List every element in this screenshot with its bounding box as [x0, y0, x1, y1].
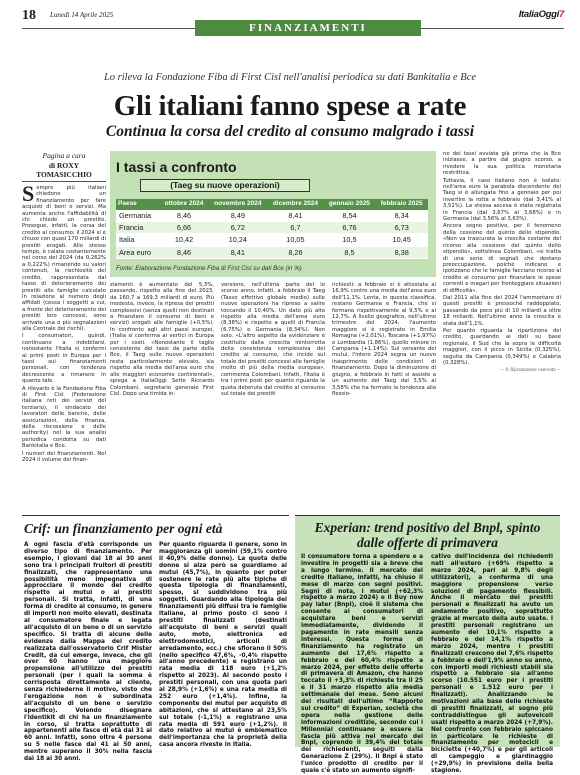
rates-table: [116, 199, 428, 259]
article-paragraph: A rilevarlo è la Fondazione Fiba di First Cisl (Federazione italiana reti dei servizi del terziario), il sindacato dei lavoratori delle banche, delle assicurazioni, della finanza, della riscossione e delle authority) nel la sua analisi periodica condotta su dati Bankitalia e Bce.: [22, 385, 106, 450]
masthead-number: 7: [559, 9, 564, 20]
column-header: Paese: [116, 199, 160, 210]
rate-cell: 10,45: [375, 234, 428, 246]
rate-cell: 6,72: [208, 221, 267, 233]
rate-cell: 6,76: [324, 221, 376, 233]
rates-source-note: Fonte: Elaborazione Fondazione Fiba di First Cisl su dati Bce (in %): [116, 265, 302, 272]
article-headline: Gli italiani fanno spese a rate: [113, 90, 467, 122]
column-header: febbraio 2025: [375, 199, 428, 210]
rate-cell: 8,5: [324, 246, 376, 258]
column-header: dicembre 2024: [267, 199, 323, 210]
article-paragraph: I consumatori, quindi, continuano a indebitarsi, nonostante l'Italia si confermi ai primi posti in Europa per i tassi sui finanziamenti personali, con tendenza decrescente a rimanere in quanto tale.: [22, 333, 106, 385]
table-row: [116, 246, 428, 258]
rate-cell: 6,66: [160, 221, 209, 233]
article-paragraph: Dal 2011 alla fine del 2024 l'ammontare di questi prestiti è pressoché raddoppiato, passando da poco più di 10 miliardi a oltre 18 miliardi. Nell'ultimo anno la crescita è stata dell'1,1%.: [443, 294, 561, 327]
article-column-4: [332, 282, 436, 504]
article-column-3: [221, 282, 325, 504]
copyright-note: — © Riproduzione riservata —: [499, 367, 561, 373]
rate-cell: 10,24: [208, 234, 267, 246]
byline-author: di ROXY TOMASICCHIO: [22, 161, 106, 182]
rate-cell: 6,7: [267, 221, 323, 233]
article-paragraph: ziamenti è aumentato del 5,3%, passando, rispetto alla fine del 2023, da 160,7 a 169,3 miliardi di euro. Più modesta, invece, la ripresa dei prestiti complessivi (senza quelli non destinati a finanziare il consumo di beni e servizi) erogati alle famiglie (+0,5%). In confronto agli altri paesi europei, l'Italia si conferma ai vertici in Europa per i costi. «Nonostante il taglio consistente dei tassi da parte della Bce, il Taeg sulle nuove operazioni resta particolarmente elevato, sia rispetto alla media dell'area euro che alle maggiori economie continentali», spiega a ItaliaOggi Sette Riccardo Colombani, segretario generale First Cisl. Dopo una timida in-: [110, 282, 214, 397]
crif-column-1: A ogni fascia d'età corrisponde un diverso tipo di finanziamento. Per esempio, i giovani dai 18 ai 30 anni sono tra i principali fruitori di prestiti finalizzati, che rappresentano una possibilità meno impegnativa di approcciare il mondo del credito rispetto ai mutui o ai prestiti personali. Si tratta, infatti, di una forma di credito al consumo, in genere di importi non molto elevati, destinata al consumatore finale e legata all'acquisto di un bene o di un servizio specifico. Si tratta di alcune delle evidenze dalla Mappa del credito realizzata dall'osservatorio Crif Mister Credit, da cui emerge, invece, che gli over 60 hanno una maggiore propensione all'utilizzo dei prestiti personali (per i quali la somma è corrisposta direttamente al cliente, senza richiederne il motivo, visto che l'erogazione non è subordinata all'acquisto di un bene o servizio specifico). Volendo disegnare l'identikit di chi ha un finanziamento in corso, si tratta soprattutto di appartenenti alle fasce di età dai 31 ai 60 anni. Infatti, sono oltre 4 persone su 5 nelle fasce dai 41 ai 50 anni, mentre superano il 30% nella fascia dai 18 ai 30 anni.: [24, 542, 152, 763]
page-number: 18: [22, 8, 36, 23]
article-kicker: Lo rileva la Fondazione Fiba di First Cisl nell'analisi periodica su dati Bankitalia e Bce: [103, 72, 477, 83]
rate-cell: 8,41: [208, 246, 267, 258]
article-paragraph: I numeri dei finanziamenti. Nel 2024 il volume dei finan-: [22, 450, 106, 464]
rate-cell: 8,46: [160, 246, 209, 258]
article-column-2: [110, 282, 214, 504]
article-paragraph: Sempre più italiani chiedono un finanziamento per fare acquisti di beni o servizi. Ma aumenta anche l'affidabilità di chi chiede un prestito. Prosegue, infatti, la corsa del credito al consumo: il 2024 si è chiuso con quasi 170 miliardi di prestiti erogati. Allo stesso tempo, è calata costantemente nel corso del 2024 (da 0,262% a 0,222%) rimanendo su valori contenuti, la rischiosità del credito, rappresentata dal tasso di deterioramento dei prestiti alle famiglie calcolato in relazione al numero degli affidati (cessa i soggetti a cui, a fronte del deterioramento dei prestiti loro concessi, sono arrivate una o più segnalazioni alla Centrale dei rischi).: [22, 181, 106, 332]
crif-headline: Crif: un finanziamento per ogni età: [24, 521, 223, 536]
masthead-logo: [519, 9, 564, 20]
article-paragraph: Ancora segno positivo, per il fenomeno della cessione del quinto dello stipendio. «Non va trascurata la crescita costante del ricorso alla cessione del quinto dello stipendio», sottolinea Colombani, «si tratta di una serie di segnali che destano preoccupazione, poiché indicano e ipotizzano che le famiglie facciano ricorso al credito al consumo per finanziare le spese correnti e magari per fronteggiare situazioni di difficoltà».: [443, 223, 561, 294]
section-banner: FINANZIAMENTI: [195, 20, 421, 36]
page-header: [22, 8, 564, 48]
country-cell: Francia: [116, 221, 160, 233]
rate-cell: 8,49: [208, 210, 267, 222]
article-column-1: [22, 151, 106, 506]
rate-cell: 8,46: [160, 210, 209, 222]
column-header: novembre 2024: [208, 199, 267, 210]
table-row: [116, 221, 428, 233]
article-paragraph: richiesti: a febbraio si è attestata al 16,9% contro una media dell'area euro dell'11,1%. Lenta, in questa classifica, restano Germania e Francia, che si fermano rispettivamente al 9,5% e al 12,7%. A livello geografico, nell'ultimo trimestre del 2024, l'aumento maggiore si è registrato in Emilia Romagna (+2,01%), Toscana (+1,97%) e Lombardia (1,86%), quello minore in Campania (+1,14%). Sul versante dei mutui, l'intero 2024 segna un nuovo inasprimento delle condizioni di finanziamento. Dopo la diminuzione di giugno, a febbraio in fatti si assiste a un aumento del Taeg dal 3,5% al 3,58% che ha fermato la tendenza alla flessio-: [332, 282, 436, 397]
article-column-5: [443, 151, 561, 506]
country-cell: Italia: [116, 234, 160, 246]
rates-table-header: [116, 199, 428, 210]
experian-bnpl-article: [295, 515, 560, 775]
country-cell: Area euro: [116, 246, 160, 258]
rate-cell: 8,38: [375, 246, 428, 258]
rates-box-subtitle: (Taeg su nuove operazioni): [140, 179, 310, 192]
drop-cap: S: [22, 181, 35, 206]
byline-intro: Pagina a cura: [42, 151, 86, 160]
article-paragraph: versione, nell'ultima parte del lo scorso anno, infatti, a febbraio il Taeg (Tasso effettivo globale medio) sulle nuove operazioni ha ripreso a salire toccando il 10,40%. Un dato più alto rispetto alla media dell'area euro (8,38%) e rispetto a quelli di Francia (6,75%) e Germania (8,34%). Non solo. «L'altro aspetto da evidenziare è costituito dalla crescita inintorrotta della consistenza complessiva del credito al consumo, che incide sul totale dei prestiti concessi alle famiglie molto di più della media europea», commenta Colombani. Infatti, l'Italia è tra i primi posti per quanto riguarda la quota detenuta dal credito al consumo sul totale dei prestiti: [221, 282, 325, 397]
rates-box-title: I tassi a confronto: [116, 159, 237, 175]
rate-cell: 8,34: [375, 210, 428, 222]
article-paragraph: Tuttavia, il caso italiano non è isolato: nell'area euro la parabola discendente del Taeg si è allungata fino a gennaio per poi invertire la rotta a febbraio (dal 3,41% al 3,51%). La stessa ascesa è stata registrata in Francia (dal 3,67% al 3,68%) e in Germania (dal 3,56% al 3,63%).: [443, 177, 561, 223]
column-header: ottobre 2024: [160, 199, 209, 210]
experian-column-1: Il consumatore torna a spendere e a investire in progetti sia a breve che a lungo termine. Il mercato del credito italiano, infatti, ha chiuso il mese di marzo con segni positivi. Segni di nota, i mutui (+62,3% rispetto a marzo 2024) e il Buy now pay later (Bnpl), cioè il sistema che consente ai consumatori di acquistare beni e servizi immediatamente, dividendo il pagamento in rate mensili senza interessi. Questa forma di finanziamento ha registrato un aumento del 17,6% rispetto a febbraio e del 60,4% rispetto a marzo 2024, per effetto delle offerte di primavera di Amazon, che hanno toccato il +3,3% di richieste tra il 25 e il 31 marzo rispetto alla media settimanale del mese. Sono alcuni dei risultati dell'ultimo “Rapporto sul credito” di Experian, società che opera nella gestione delle informazioni creditizie, secondo cui i Millennial continuano a essere la fascia più attiva nel mercato del Bnpl, coprendo il 39,4% del totale dei richiedenti, seguiti dalla Generazione Z (29%). Il Bnpl è stato l'unico prodotto di credito per il quale c'è stato un aumento signifi-: [301, 554, 423, 775]
crif-column-2: Per quanto riguarda il genere, sono in maggioranza gli uomini (59,1% contro il 40,9% delle donne). La quota delle donne si alza però se guardiamo ai mutui (45,7%), in quanto per poter sostenere le rate più alte tipiche di questa tipologia di finanziamenti, spesso, si suddividono tra più soggetti. Guardando alla tipologia dei finanziamenti più diffusi tra le famiglie italiane, al primo posto ci sono i prestiti finalizzati (destinati all'acquisto di beni e servizi quali auto, moto, elettronica ed elettrodomestici, articoli di arredamento, ecc.) che sfiorano il 50% (nello specifico 47,6%, -0,4% rispetto all'anno precedente) e registrano un rata media di 118 euro (+1,2% rispetto al 2023). Al secondo posto i prestiti personali, con una quota pari al 28,9% (+1,6%) e una rata media di 252 euro (+1,4%). Infine, la componente dei mutui per acquisto di abitazioni, che si attestano al 23,5% sul totale (-1,1%) e registrano una rata media di 591 euro (+1,2%). Il dato relativo ai mutui è emblematico dell'importanza che la proprietà della casa ancora riveste in Italia.: [159, 542, 287, 749]
table-row: [116, 234, 428, 246]
rate-cell: 10,42: [160, 234, 209, 246]
rate-cell: 8,54: [324, 210, 376, 222]
rate-cell: 10,05: [267, 234, 323, 246]
rate-cell: 6,73: [375, 221, 428, 233]
masthead-name: ItaliaOggi: [518, 9, 560, 20]
article-paragraph: ne dei tassi avviata già prima che la Bce iniziasse, a partire dal giugno scorso, a rivedere la sua politica monetaria restrittiva.: [443, 151, 561, 177]
rate-cell: 10,5: [324, 234, 376, 246]
article-deck: Continua la corsa del credito al consumo malgrado i tassi: [105, 123, 475, 140]
table-row: [116, 210, 428, 222]
issue-date: Lunedì 14 Aprile 2025: [50, 11, 114, 19]
experian-headline: Experian: trend positivo del Bnpl, spinto dalle offerte di primavera: [314, 520, 541, 550]
column-header: gennaio 2025: [324, 199, 376, 210]
country-cell: Germania: [116, 210, 160, 222]
rate-cell: 8,41: [267, 210, 323, 222]
crif-article: [22, 515, 289, 763]
rate-cell: 8,26: [267, 246, 323, 258]
experian-column-2: cativo dell'incidenza dei richiedenti nati all'estero (+69% rispetto a marzo 2024, pari al 9,8% degli utilizzatori), a conferma di una maggiore propensione verso soluzioni di pagamento flessibili. Anche il mercato dei prestiti personali e finalizzati ha avuto un andamento positivo, soprattutto grazie al mercato della auto usate. I prestiti personali registrano un aumento del 10,1% rispetto a febbraio e del 14,1% rispetto a marzo 2024, mentre i prestiti finalizzati crescono del 7,6% rispetto a febbraio e dell'1,9% anno su anno, con importi medi richiesti stabili sia rispetto a febbraio sia all'anno scorso (10.551 euro per i prestiti personali e 1.512 euro per i finalizzati). Analizzando le motivazioni alla base delle richieste di prestiti finalizzati, al sogno più contraddistingue gli autoveicoli usati rispetto a marzo 2024 (+7,9%). Nel confronto con febbraio spiccano in particolare le richieste di finanziamento per motocicli e biciclette (+40,7%) e per gli articoli di campeggio e giardinaggio (+29,9%) in previsione della bella stagione.: [431, 554, 553, 775]
rates-comparison-box: [110, 151, 436, 277]
article-paragraph: Per quanto riguarda la ripartizione del credito, guardando ai dati su base regionale, il Sud che la sopra le difficoltà maggiori, con il picco in Sicilia (0,325%), seguita da Campania (0,349%) e Calabria (0,328%).: [443, 327, 561, 366]
